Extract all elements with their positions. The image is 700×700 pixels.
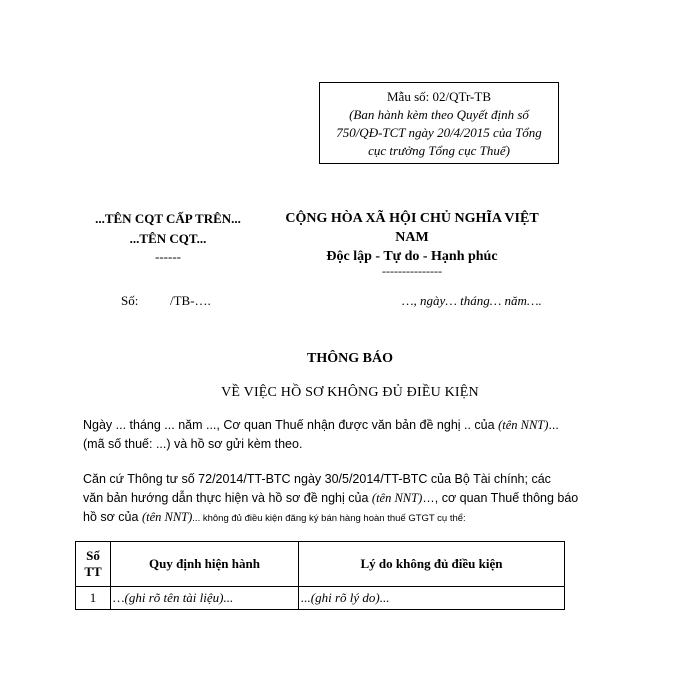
basis-text: hồ sơ của <box>83 510 139 524</box>
paragraph-basis-line-3 <box>83 508 663 528</box>
header-index: Số TT <box>76 542 111 587</box>
table-row <box>76 587 565 610</box>
country-name-line-1: CỘNG HÒA XÃ HỘI CHỦ NGHĨA VIỆT <box>285 211 539 226</box>
doc-number-label: Số: <box>121 293 139 308</box>
header-regulation: Quy định hiện hành <box>111 542 299 587</box>
taxpayer-name-placeholder: (tên NNT) <box>498 418 549 432</box>
paragraph-receipt <box>83 416 643 454</box>
paragraph-basis <box>83 470 663 528</box>
receipt-text: Ngày ... tháng ... năm ..., Cơ quan Thuế nhận được văn bản đề nghị .. của <box>83 418 495 432</box>
form-number: Mẫu số: 02/QTr-TB <box>387 89 491 104</box>
doc-number-value: /TB-…. <box>170 293 211 308</box>
paragraph-basis-line-1: Căn cứ Thông tư số 72/2014/TT-BTC ngày 30/5/2014/TT-BTC của Bộ Tài chính; các <box>83 472 551 486</box>
row-index: 1 <box>76 587 111 610</box>
taxpayer-name-placeholder: (tên NNT) <box>141 510 193 524</box>
paragraph-receipt-line-1 <box>83 416 643 435</box>
date-place: …, ngày… tháng… năm…. <box>402 293 542 308</box>
motto-divider: --------------- <box>382 264 442 278</box>
form-number-box <box>319 82 559 164</box>
form-note-line-3: cục trưởng Tổng cục Thuế) <box>368 143 510 158</box>
paragraph-receipt-line-2: (mã số thuế: ...) và hồ sơ gửi kèm theo. <box>83 437 303 451</box>
row-reason: ...(ghi rõ lý do)... <box>299 587 565 610</box>
national-motto: Độc lập - Tự do - Hạnh phúc <box>326 249 498 264</box>
form-note-line-1: (Ban hành kèm theo Quyết định số <box>349 107 529 122</box>
table-header-row <box>76 542 565 587</box>
header-reason: Lý do không đủ điều kiện <box>299 542 565 587</box>
country-name-line-2: NAM <box>395 230 429 245</box>
receipt-ellipsis: ... <box>548 418 559 432</box>
reasons-table <box>75 541 565 610</box>
taxpayer-name-placeholder: (tên NNT) <box>371 491 423 505</box>
basis-text-suffix: …, cơ quan Thuế thông báo <box>422 491 579 505</box>
form-note-line-2: 750/QĐ-TCT ngày 20/4/2015 của Tổng <box>336 125 542 140</box>
row-regulation: …(ghi rõ tên tài liệu)... <box>111 587 299 610</box>
agency-name: ...TÊN CQT... <box>129 231 207 246</box>
agency-divider: ------ <box>155 249 181 264</box>
superior-agency-name: ...TÊN CQT CẤP TRÊN... <box>95 211 241 226</box>
basis-small-text: ... không đủ điều kiện đăng ký bán hàng hoàn thuế GTGT cụ thể: <box>192 513 466 524</box>
document-title: THÔNG BÁO <box>307 351 393 366</box>
basis-text: văn bản hướng dẫn thực hiện và hồ sơ đề nghị của <box>83 491 369 505</box>
document-subtitle: VỀ VIỆC HỒ SƠ KHÔNG ĐỦ ĐIỀU KIỆN <box>221 385 479 400</box>
paragraph-basis-line-2 <box>83 489 663 508</box>
